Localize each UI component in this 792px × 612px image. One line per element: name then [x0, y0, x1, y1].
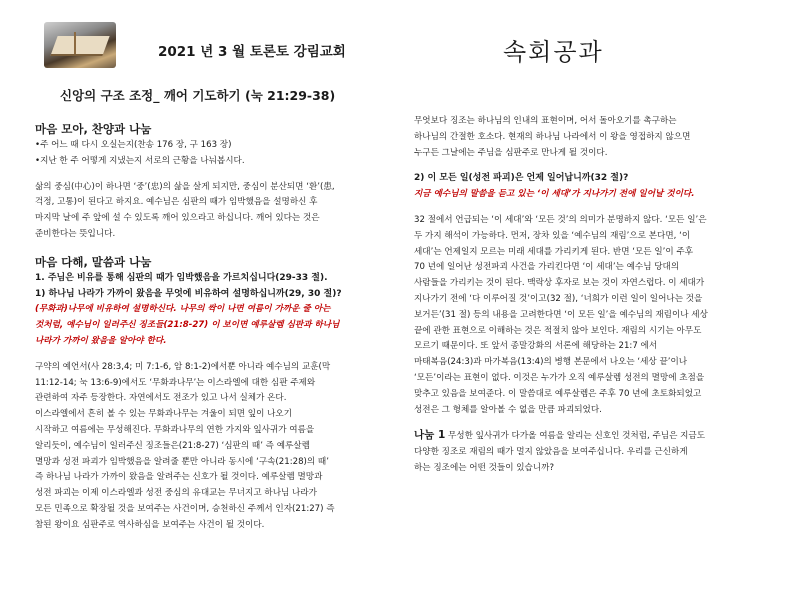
- commentary-line-10: 모든 민족으로 확장될 것을 보여주는 사건이며, 승천하신 주께서 인자(21:27) 즉: [35, 503, 335, 514]
- generation-line-1: 32 절에서 언급되는 ‘이 세대’와 ‘모든 것’의 의미가 분명하지 않다. ‘모든 일’은: [414, 214, 707, 225]
- signs-line-1: 무엇보다 징조는 하나님의 인내의 표현이며, 어서 돌아오기를 촉구하는: [414, 116, 677, 126]
- intro-line-2: 걱정, 고통)이 된다고 하지요. 예수님은 심판의 때가 임박했음을 설명하신 후: [35, 197, 318, 208]
- generation-line-3: 세대’는 언제일지 모르는 미래 세대를 가리키게 된다. 반면 ‘모든 일’이 주후: [414, 246, 693, 257]
- sharing-1-line-2: 다양한 징조로 재림의 때가 멀지 않았음을 보여주십니다. 우리를 근신하게: [414, 447, 688, 458]
- bullet-share: •지난 한 주 어떻게 지냈는지 서로의 근황을 나눠봅시다.: [35, 155, 245, 166]
- lesson-book-title: 속회공과: [503, 38, 604, 66]
- generation-line-7: 보거든’(31 절) 등의 내용을 고려한다면 ‘이 모든 일’을 예수님의 재림이나 세상: [414, 309, 708, 320]
- section-heading-word: 마음 다해, 말씀과 나눔: [35, 254, 152, 269]
- sharing-1-line-1: [414, 428, 759, 445]
- commentary-line-6: 알리듯이, 예수님이 일러주신 징조들은(21:8-27) ‘심판의 때’ 즉 예루살렘: [35, 440, 310, 451]
- generation-line-13: 성전은 그 형체를 알아볼 수 없을 만큼 파괴되었다.: [414, 404, 602, 415]
- bullet-hymn: •주 어느 때 다시 오실는지(찬송 176 장, 구 163 장): [35, 140, 232, 150]
- sharing-1-text: 무성한 잎사귀가 다가올 여름을 알리는 신호인 것처럼, 주님은 지금도: [445, 431, 706, 442]
- commentary-line-9: 성전 파괴는 이제 이스라엘과 성전 중심의 유대교는 무너지고 하나님 나라가: [35, 488, 317, 499]
- church-title: 2021 년 3 월 토론토 강림교회: [158, 44, 346, 60]
- question-1-1: 1) 하나님 나라가 가까이 왔음을 무엇에 비유하여 설명하십니까(29, 30 절)?: [35, 288, 342, 299]
- commentary-line-5: 시작하고 여름에는 무성해진다. 무화과나무의 연한 가지와 잎사귀가 여름을: [35, 424, 315, 435]
- generation-line-12: 맞추고 있음을 보여준다. 이 말씀대로 예루살렘은 주후 70 년에 초토화되었고: [414, 388, 702, 399]
- generation-line-8: 끝에 관한 표현으로 이해하는 것은 적절치 않아 보인다. 재림의 시기는 아무도: [414, 325, 702, 336]
- generation-line-10: 마태복음(24:3)과 마가복음(13:4)의 병행 본문에서 나오는 ‘세상 끝’이나: [414, 357, 688, 368]
- generation-line-2: 두 가지 해석이 가능하다. 먼저, 장차 있을 ‘예수님의 재림’으로 본다면, ‘이: [414, 230, 691, 241]
- section-heading-praise: 마음 모아, 찬양과 나눔: [35, 122, 152, 136]
- answer-1-line-2: 것처럼, 예수님이 일러주신 징조들(21:8-27) 이 보이면 예루살렘 심판과 하나님: [35, 320, 340, 331]
- generation-line-6: 지나가기 전에 ‘다 이루어질 것’이고(32 절), ‘너희가 이런 일이 일어나는 것을: [414, 293, 703, 304]
- signs-line-3: 누구든 그날에는 주님을 심판주로 만나게 될 것이다.: [414, 147, 608, 158]
- commentary-line-2: 11:12-14; 눅 13:6-9)에서도 ‘무화과나무’는 이스라엘에 대한 심판 주제와: [35, 377, 316, 388]
- intro-line-4: 준비한다는 뜻입니다.: [35, 228, 116, 239]
- commentary-line-1: 구약의 예언서(사 28:3,4; 미 7:1-6, 암 8:1-2)에서뿐 아니라 예수님의 교훈(막: [35, 361, 331, 372]
- answer-1-line-3: 나라가 가까이 왔음을 알아야 한다.: [35, 335, 167, 346]
- bible-photo-icon: [44, 22, 116, 68]
- commentary-line-3: 관련하여 자주 등장한다. 자연에서도 전조가 있고 나서 실체가 온다.: [35, 393, 287, 404]
- generation-line-4: 70 년에 일어난 성전파괴 사건을 가리킨다면 ‘이 세대’는 예수님 당대의: [414, 262, 680, 273]
- question-1-2: 2) 이 모든 일(성전 파괴)은 언제 일어납니까(32 절)?: [414, 173, 629, 184]
- answer-2: 지금 예수님의 말씀을 듣고 있는 ‘이 세대’가 지나가기 전에 일어날 것이다.: [414, 189, 695, 200]
- commentary-line-11: 참된 왕이요 심판주로 역사하심을 보여주는 사건이 될 것이다.: [35, 519, 265, 530]
- commentary-line-4: 이스라엘에서 흔히 볼 수 있는 무화과나무는 겨울이 되면 잎이 나오기: [35, 409, 293, 420]
- question-1: 1. 주님은 비유를 통해 심판의 때가 임박했음을 가르치십니다(29-33 절).: [35, 272, 328, 283]
- commentary-line-8: 즉 하나님 나라가 가까이 왔음을 알려주는 신호가 될 것이다. 예루살렘 멸망과: [35, 472, 323, 483]
- sharing-1-label: 나눔 1: [414, 429, 446, 442]
- sharing-1-line-3: 하는 징조에는 어떤 것들이 있습니까?: [414, 462, 555, 473]
- bible-page-left: [50, 36, 109, 56]
- lesson-subtitle: 신앙의 구조 조정_ 깨어 기도하기 (눅 21:29-38): [60, 88, 336, 103]
- answer-1-line-1: (무화과)나무에 비유하여 설명하신다. 나무의 싹이 나면 여름이 가까운 줄 아는: [35, 304, 331, 315]
- generation-line-5: 사람들을 가리키는 것이 된다. 맥락상 후자로 보는 것이 자연스럽다. 이 세대가: [414, 278, 705, 289]
- right-column: [414, 114, 759, 477]
- left-column: [35, 120, 375, 534]
- intro-line-3: 마지막 날에 주 앞에 설 수 있도록 깨어 있으라고 하십니다. 깨어 있다는 것은: [35, 213, 320, 224]
- signs-line-2: 하나님의 간절한 호소다. 현재의 하나님 나라에서 이 왕을 영접하지 않으면: [414, 131, 691, 142]
- commentary-line-7: 멸망과 성전 파괴가 임박했음을 알려줄 뿐만 아니라 동시에 ‘구속(21:28)의 때’: [35, 456, 329, 467]
- bible-spine: [74, 32, 76, 54]
- generation-line-9: 모르기 때문이다. 또 앞서 종말강화의 서론에 해당하는 21:7 에서: [414, 341, 658, 352]
- intro-line-1: 삶의 중심(中心)이 하나면 ‘중’(忠)의 삶을 살게 되지만, 중심이 분산되면 ‘환’(患,: [35, 181, 335, 192]
- generation-line-11: ‘모든’이라는 표현이 없다. 이것은 누가가 오직 예루살렘 성전의 멸망에 초점을: [414, 372, 705, 383]
